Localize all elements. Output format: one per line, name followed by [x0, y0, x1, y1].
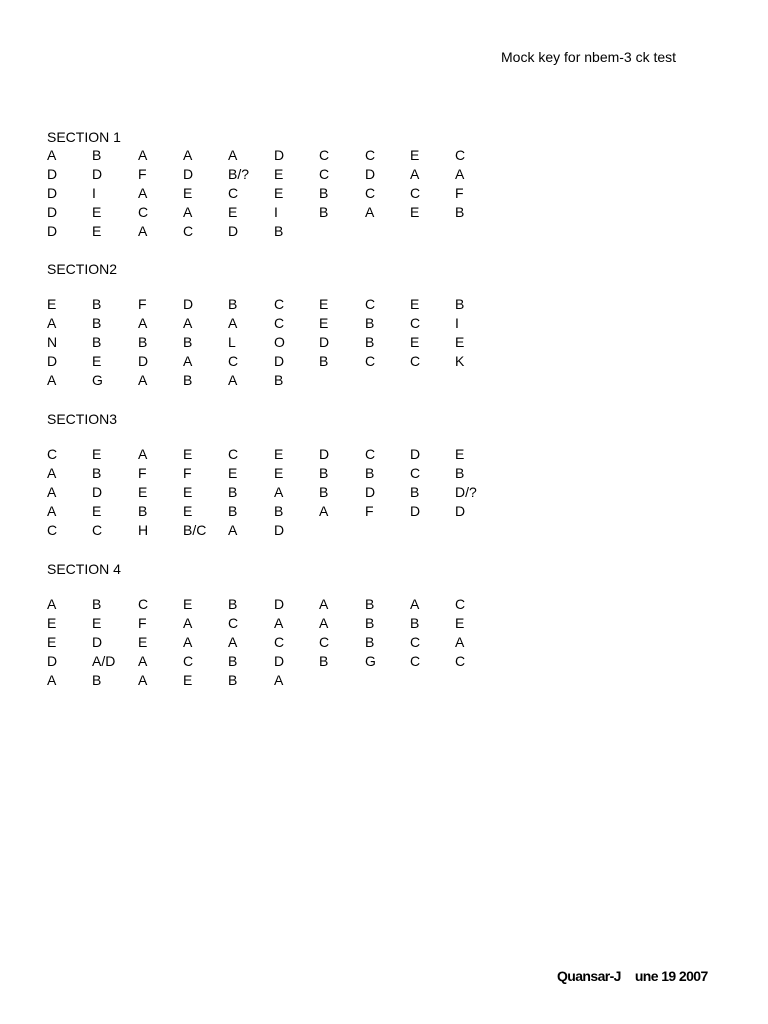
answer-cell: I	[455, 315, 459, 331]
answer-cell: C	[319, 634, 330, 650]
answer-cell: E	[92, 204, 102, 220]
answer-cell: C	[410, 315, 421, 331]
answer-cell: E	[92, 503, 102, 519]
answer-cell: C	[365, 446, 376, 462]
document-title: Mock key for nbem-3 ck test	[501, 49, 677, 65]
answer-cell: F	[183, 465, 192, 481]
answer-cell: C	[319, 166, 330, 182]
answer-cell: C	[365, 296, 376, 312]
answer-cell: E	[410, 296, 420, 312]
answer-cell: B	[183, 334, 193, 350]
answer-cell: B	[319, 204, 329, 220]
answer-row	[47, 314, 459, 333]
section-4	[47, 560, 466, 690]
answer-cell: A	[183, 204, 193, 220]
answer-cell: C	[274, 315, 285, 331]
answer-cell: B	[455, 204, 465, 220]
answer-cell: A	[138, 223, 148, 239]
answer-cell: B	[228, 484, 238, 500]
answer-grid	[47, 595, 466, 690]
section-heading: SECTION3	[47, 411, 118, 427]
answer-cell: B	[274, 372, 284, 388]
answer-cell: B	[319, 484, 329, 500]
answer-cell: E	[92, 353, 102, 369]
section-heading: SECTION 4	[47, 561, 121, 577]
answer-cell: B	[92, 672, 102, 688]
answer-row	[47, 671, 284, 690]
answer-cell: C	[228, 353, 239, 369]
footer-date: une 19 2007	[634, 968, 708, 984]
answer-cell: A	[138, 372, 148, 388]
answer-cell: E	[410, 147, 420, 163]
answer-row	[47, 652, 466, 671]
answer-row	[47, 222, 284, 241]
answer-cell: A	[455, 166, 465, 182]
answer-row	[47, 184, 464, 203]
answer-cell: E	[183, 484, 193, 500]
answer-cell: B	[365, 465, 375, 481]
answer-cell: D	[47, 166, 58, 182]
answer-cell: E	[47, 296, 57, 312]
answer-cell: C	[410, 465, 421, 481]
answer-cell: E	[183, 503, 193, 519]
answer-cell: A	[455, 634, 465, 650]
answer-cell: B	[92, 296, 102, 312]
answer-cell: B	[183, 372, 193, 388]
answer-cell: E	[228, 204, 238, 220]
answer-cell: A	[228, 372, 238, 388]
answer-cell: B	[228, 503, 238, 519]
answer-row	[47, 203, 465, 222]
answer-cell: A	[138, 653, 148, 669]
answer-cell: D	[410, 503, 421, 519]
answer-cell: C	[183, 223, 194, 239]
answer-row	[47, 333, 465, 352]
answer-cell: D	[274, 653, 285, 669]
answer-cell: C	[92, 522, 103, 538]
answer-cell: A	[47, 315, 57, 331]
answer-cell: F	[138, 166, 147, 182]
answer-cell: D	[319, 446, 330, 462]
answer-cell: E	[47, 634, 57, 650]
answer-cell: E	[455, 446, 465, 462]
answer-cell: E	[138, 484, 148, 500]
answer-cell: A	[228, 634, 238, 650]
answer-cell: A	[138, 446, 148, 462]
answer-cell: A	[365, 204, 375, 220]
answer-cell: E	[92, 446, 102, 462]
answer-cell: H	[138, 522, 149, 538]
answer-cell: L	[228, 334, 236, 350]
answer-cell: D	[183, 166, 194, 182]
document-footer	[557, 967, 708, 985]
answer-cell: B	[92, 465, 102, 481]
answer-cell: C	[410, 653, 421, 669]
answer-cell: D	[47, 653, 58, 669]
answer-cell: E	[319, 315, 329, 331]
answer-cell: D	[410, 446, 421, 462]
answer-cell: D	[274, 596, 285, 612]
answer-cell: G	[365, 653, 376, 669]
answer-cell: D	[319, 334, 330, 350]
answer-cell: B	[319, 185, 329, 201]
answer-cell: B/?	[228, 166, 250, 182]
answer-cell: C	[228, 615, 239, 631]
answer-cell: C	[138, 596, 149, 612]
answer-cell: A	[410, 596, 420, 612]
answer-cell: B	[365, 334, 375, 350]
answer-cell: B	[228, 596, 238, 612]
answer-cell: B	[228, 653, 238, 669]
answer-row	[47, 633, 465, 652]
answer-row	[47, 445, 465, 464]
answer-cell: E	[455, 615, 465, 631]
answer-cell: D	[47, 223, 58, 239]
answer-cell: B	[410, 615, 420, 631]
answer-cell: A	[183, 147, 193, 163]
answer-cell: B	[228, 296, 238, 312]
answer-cell: C	[455, 653, 466, 669]
answer-row	[47, 595, 466, 614]
answer-cell: F	[138, 296, 147, 312]
answer-row	[47, 521, 285, 540]
answer-cell: B	[319, 465, 329, 481]
answer-cell: C	[365, 185, 376, 201]
answer-cell: E	[183, 596, 193, 612]
answer-cell: C	[138, 204, 149, 220]
answer-cell: A	[183, 615, 193, 631]
answer-cell: D	[274, 522, 285, 538]
answer-cell: C	[365, 147, 376, 163]
answer-cell: F	[138, 465, 147, 481]
answer-cell: A	[319, 503, 329, 519]
answer-cell: A	[47, 672, 57, 688]
answer-cell: F	[138, 615, 147, 631]
answer-cell: C	[319, 147, 330, 163]
answer-grid	[47, 295, 465, 390]
answer-cell: C	[183, 653, 194, 669]
answer-row	[47, 146, 466, 165]
answer-cell: B	[92, 596, 102, 612]
answer-cell: A	[138, 147, 148, 163]
answer-cell: B	[319, 353, 329, 369]
answer-grid	[47, 445, 477, 540]
answer-cell: B	[228, 672, 238, 688]
answer-cell: E	[138, 634, 148, 650]
answer-cell: C	[455, 596, 466, 612]
answer-cell: C	[410, 634, 421, 650]
answer-cell: E	[274, 185, 284, 201]
answer-cell: F	[455, 185, 464, 201]
answer-cell: E	[92, 223, 102, 239]
answer-cell: D	[92, 634, 103, 650]
answer-cell: D	[274, 147, 285, 163]
answer-cell: B	[365, 634, 375, 650]
answer-cell: A/D	[92, 653, 116, 669]
answer-row	[47, 165, 465, 184]
answer-cell: G	[92, 372, 103, 388]
answer-cell: E	[228, 465, 238, 481]
answer-cell: D	[138, 353, 149, 369]
answer-cell: E	[183, 446, 193, 462]
answer-cell: A	[47, 465, 57, 481]
answer-cell: D	[228, 223, 239, 239]
section-2	[47, 260, 465, 390]
answer-cell: C	[274, 634, 285, 650]
answer-cell: F	[365, 503, 374, 519]
answer-row	[47, 483, 477, 502]
answer-row	[47, 371, 284, 390]
answer-cell: A	[319, 615, 329, 631]
answer-cell: D	[92, 484, 103, 500]
section-3	[47, 410, 477, 540]
answer-cell: D	[274, 353, 285, 369]
answer-cell: D	[47, 185, 58, 201]
answer-cell: A	[47, 372, 57, 388]
answer-cell: B	[92, 315, 102, 331]
answer-cell: E	[47, 615, 57, 631]
answer-cell: C	[410, 353, 421, 369]
answer-cell: B	[365, 615, 375, 631]
answer-cell: C	[274, 296, 285, 312]
answer-row	[47, 352, 465, 371]
answer-cell: A	[138, 672, 148, 688]
answer-cell: B	[138, 503, 148, 519]
answer-cell: E	[274, 166, 284, 182]
answer-cell: I	[274, 204, 278, 220]
answer-cell: A	[274, 672, 284, 688]
answer-cell: O	[274, 334, 285, 350]
answer-grid	[47, 146, 466, 241]
answer-cell: A	[319, 596, 329, 612]
answer-cell: E	[183, 672, 193, 688]
answer-cell: A	[228, 147, 238, 163]
section-heading: SECTION 1	[47, 129, 121, 145]
answer-cell: B/C	[183, 522, 207, 538]
answer-cell: C	[47, 522, 58, 538]
answer-cell: D	[365, 484, 376, 500]
answer-cell: D	[47, 353, 58, 369]
answer-cell: B	[455, 465, 465, 481]
answer-cell: E	[92, 615, 102, 631]
answer-cell: A	[47, 503, 57, 519]
answer-cell: D	[47, 204, 58, 220]
answer-cell: A	[228, 315, 238, 331]
answer-cell: A	[410, 166, 420, 182]
answer-cell: B	[319, 653, 329, 669]
answer-cell: A	[47, 596, 57, 612]
answer-cell: E	[410, 204, 420, 220]
answer-cell: E	[410, 334, 420, 350]
section-1	[47, 128, 466, 241]
answer-cell: A	[183, 315, 193, 331]
answer-cell: E	[455, 334, 465, 350]
answer-cell: B	[365, 596, 375, 612]
answer-cell: D	[365, 166, 376, 182]
footer-author: Quansar-J	[557, 968, 621, 984]
answer-cell: K	[455, 353, 465, 369]
answer-cell: B	[365, 315, 375, 331]
answer-cell: C	[47, 446, 58, 462]
answer-row	[47, 614, 465, 633]
answer-cell: B	[410, 484, 420, 500]
answer-cell: A	[274, 615, 284, 631]
answer-cell: B	[92, 147, 102, 163]
answer-cell: D	[455, 503, 466, 519]
answer-cell: N	[47, 334, 58, 350]
answer-cell: A	[138, 185, 148, 201]
answer-cell: A	[138, 315, 148, 331]
answer-cell: E	[319, 296, 329, 312]
answer-row	[47, 464, 465, 483]
answer-cell: A	[228, 522, 238, 538]
answer-cell: A	[183, 634, 193, 650]
answer-cell: A	[183, 353, 193, 369]
answer-cell: D	[183, 296, 194, 312]
answer-cell: D	[92, 166, 103, 182]
answer-cell: C	[228, 185, 239, 201]
answer-cell: E	[274, 465, 284, 481]
answer-cell: C	[410, 185, 421, 201]
answer-cell: C	[455, 147, 466, 163]
answer-cell: B	[274, 223, 284, 239]
answer-cell: B	[92, 334, 102, 350]
answer-cell: E	[183, 185, 193, 201]
answer-cell: A	[47, 484, 57, 500]
answer-row	[47, 502, 466, 521]
section-heading: SECTION2	[47, 261, 118, 277]
answer-cell: I	[92, 185, 96, 201]
answer-row	[47, 295, 465, 314]
answer-cell: C	[365, 353, 376, 369]
answer-cell: E	[274, 446, 284, 462]
answer-cell: B	[274, 503, 284, 519]
answer-cell: A	[47, 147, 57, 163]
answer-cell: B	[455, 296, 465, 312]
answer-cell: D/?	[455, 484, 477, 500]
answer-cell: C	[228, 446, 239, 462]
answer-cell: B	[138, 334, 148, 350]
answer-cell: A	[274, 484, 284, 500]
